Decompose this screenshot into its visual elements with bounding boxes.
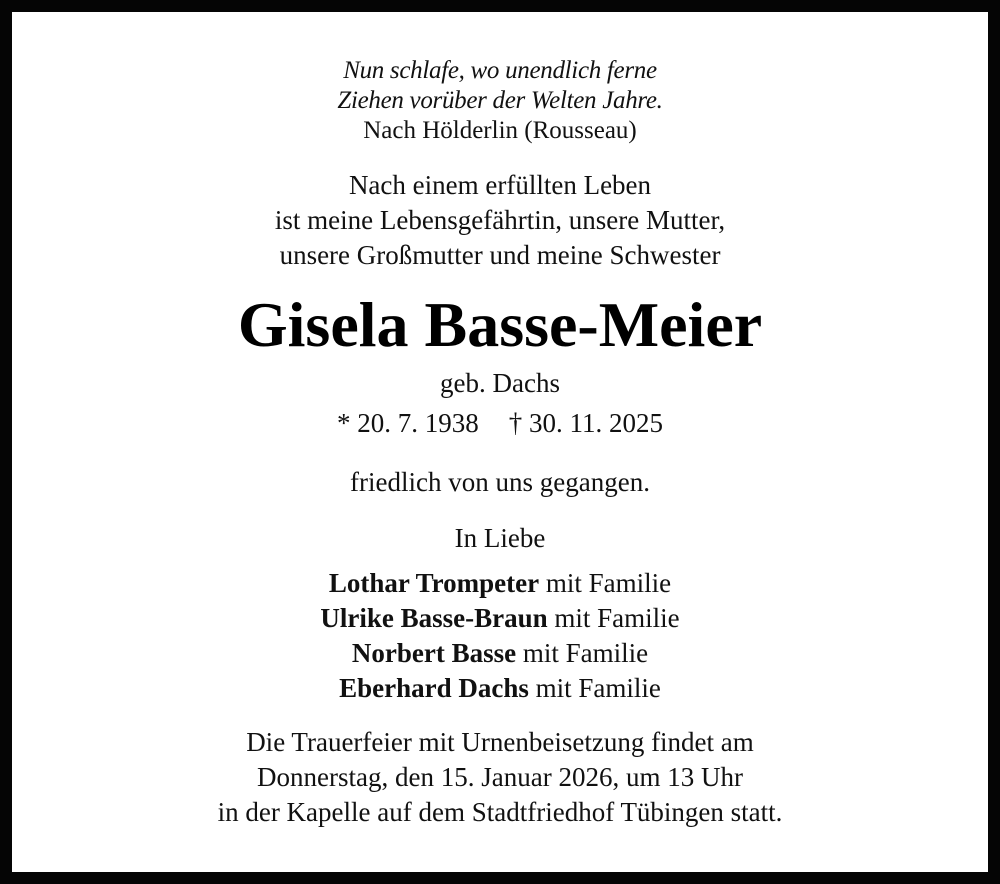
mourner-suffix: mit Familie bbox=[547, 603, 680, 633]
service-line-2: Donnerstag, den 15. Januar 2026, um 13 Uhr bbox=[257, 762, 743, 792]
mourner-row bbox=[0, 675, 1000, 702]
motto-attribution: Nach Hölderlin (Rousseau) bbox=[363, 117, 637, 144]
life-dates bbox=[0, 410, 1000, 437]
mourner-row bbox=[0, 570, 1000, 597]
service-line-1: Die Trauerfeier mit Urnenbeisetzung findet am bbox=[246, 727, 754, 757]
mourner-suffix: mit Familie bbox=[528, 673, 661, 703]
intro-line-2: ist meine Lebensgefährtin, unsere Mutter, bbox=[274, 205, 726, 235]
service-line-3: in der Kapelle auf dem Stadtfriedhof Tübingen statt. bbox=[217, 797, 783, 827]
mourner-name: Ulrike Basse-Braun bbox=[320, 603, 548, 633]
death-date: † 30. 11. 2025 bbox=[508, 408, 663, 438]
mourner-suffix: mit Familie bbox=[539, 568, 672, 598]
birth-date: * 20. 7. 1938 bbox=[337, 408, 479, 438]
deceased-name: Gisela Basse-Meier bbox=[237, 289, 763, 360]
birth-name: geb. Dachs bbox=[440, 368, 560, 398]
motto-line-1: Nun schlafe, wo unendlich ferne bbox=[343, 57, 657, 84]
mourner-row bbox=[0, 605, 1000, 632]
motto-line-2: Ziehen vorüber der Welten Jahre. bbox=[337, 87, 663, 114]
mourner-name: Lothar Trompeter bbox=[328, 568, 540, 598]
passing-text: friedlich von uns gegangen. bbox=[350, 467, 650, 497]
mourner-row bbox=[0, 640, 1000, 667]
mourner-name: Eberhard Dachs bbox=[339, 673, 529, 703]
closing-text: In Liebe bbox=[454, 523, 546, 553]
mourner-suffix: mit Familie bbox=[516, 638, 649, 668]
mourner-name: Norbert Basse bbox=[351, 638, 517, 668]
intro-line-1: Nach einem erfüllten Leben bbox=[348, 170, 652, 200]
intro-line-3: unsere Großmutter und meine Schwester bbox=[279, 240, 721, 270]
